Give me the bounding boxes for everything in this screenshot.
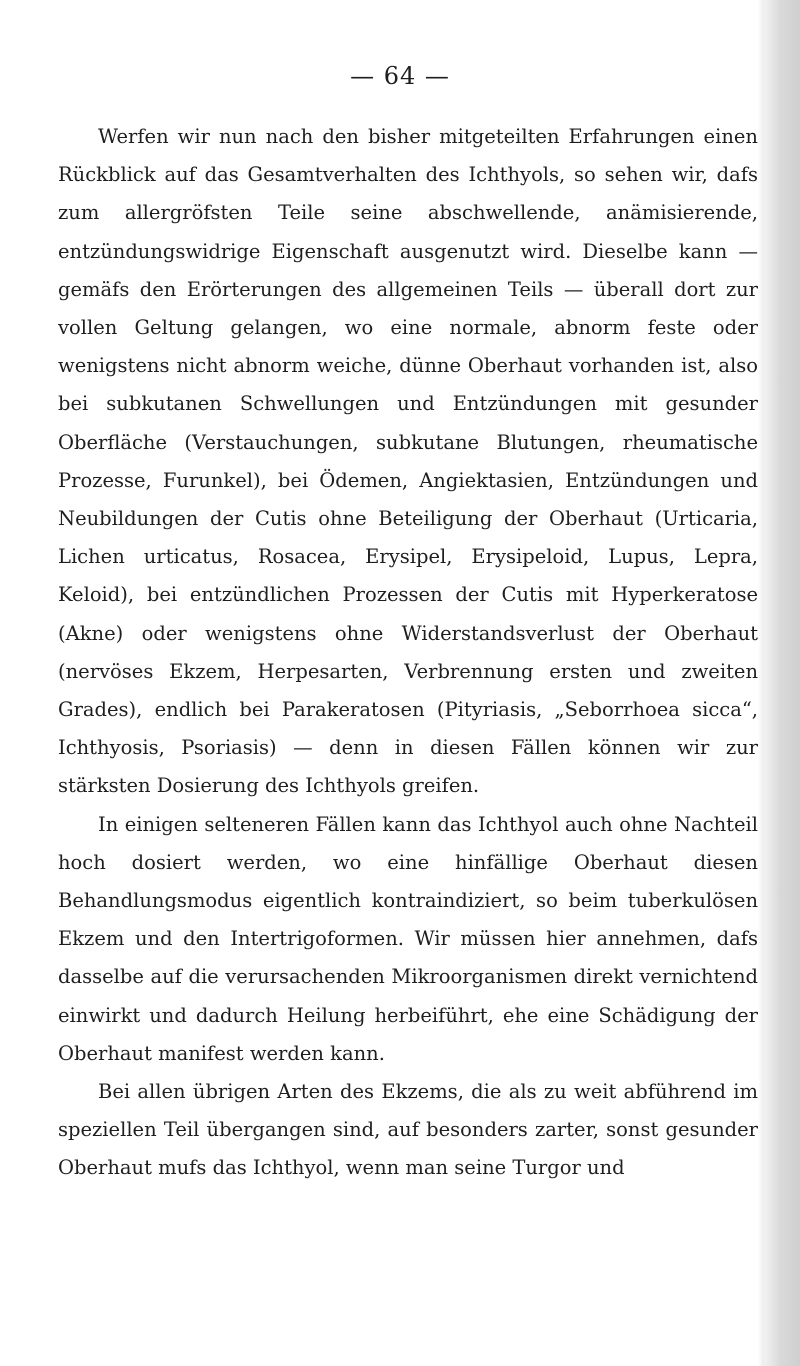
page-number: — 64 —	[350, 62, 450, 90]
paragraph-2: In einigen selteneren Fällen kann das Ichthyol auch ohne Nachteil hoch dosiert werden, wo eine hinfällige Oberhaut diesen Behandlungsmodus eigentlich kontraindiziert, so beim tuberkulösen Ekzem und den Intertrigoformen. Wir müssen hier annehmen, dafs dasselbe auf die verursachenden Mikroorganismen direkt vernichtend einwirkt und dadurch Heilung herbeiführt, ehe eine Schädigung der Oberhaut manifest werden kann.	[58, 812, 758, 1065]
paragraph-1: Werfen wir nun nach den bisher mitgeteilten Erfahrungen einen Rückblick auf das Gesamtverhalten des Ichthyols, so sehen wir, dafs zum allergröfsten Teile seine abschwellende, anämisierende, entzündungswidrige Eigenschaft ausgenutzt wird. Dieselbe kann — gemäfs den Erörterungen des allgemeinen Teils — überall dort zur vollen Geltung gelangen, wo eine normale, abnorm feste oder wenigstens nicht abnorm weiche, dünne Oberhaut vorhanden ist, also bei subkutanen Schwellungen und Entzündungen mit gesunder Oberfläche (Verstauchungen, subkutane Blutungen, rheumatische Prozesse, Furunkel), bei Ödemen, Angiektasien, Entzündungen und Neubildungen der Cutis ohne Beteiligung der Oberhaut (Urticaria, Lichen urticatus, Rosacea, Erysipel, Erysipeloid, Lupus, Lepra, Keloid), bei entzündlichen Prozessen der Cutis mit Hyperkeratose (Akne) oder wenigstens ohne Widerstandsverlust der Oberhaut (nervöses Ekzem, Herpesarten, Verbrennung ersten und zweiten Grades), endlich bei Parakeratosen (Pityriasis, „Seborrhoea sicca“, Ichthyosis, Psoriasis) — denn in diesen Fällen können wir zur stärksten Dosierung des Ichthyols greifen.	[58, 125, 758, 798]
paragraph-3: Bei allen übrigen Arten des Ekzems, die als zu weit abführend im speziellen Teil übergangen sind, auf besonders zarter, sonst gesunder Oberhaut mufs das Ichthyol, wenn man seine Turgor und	[58, 1080, 758, 1180]
adjacent-page-edge	[764, 0, 800, 1366]
body-text	[58, 118, 758, 1188]
